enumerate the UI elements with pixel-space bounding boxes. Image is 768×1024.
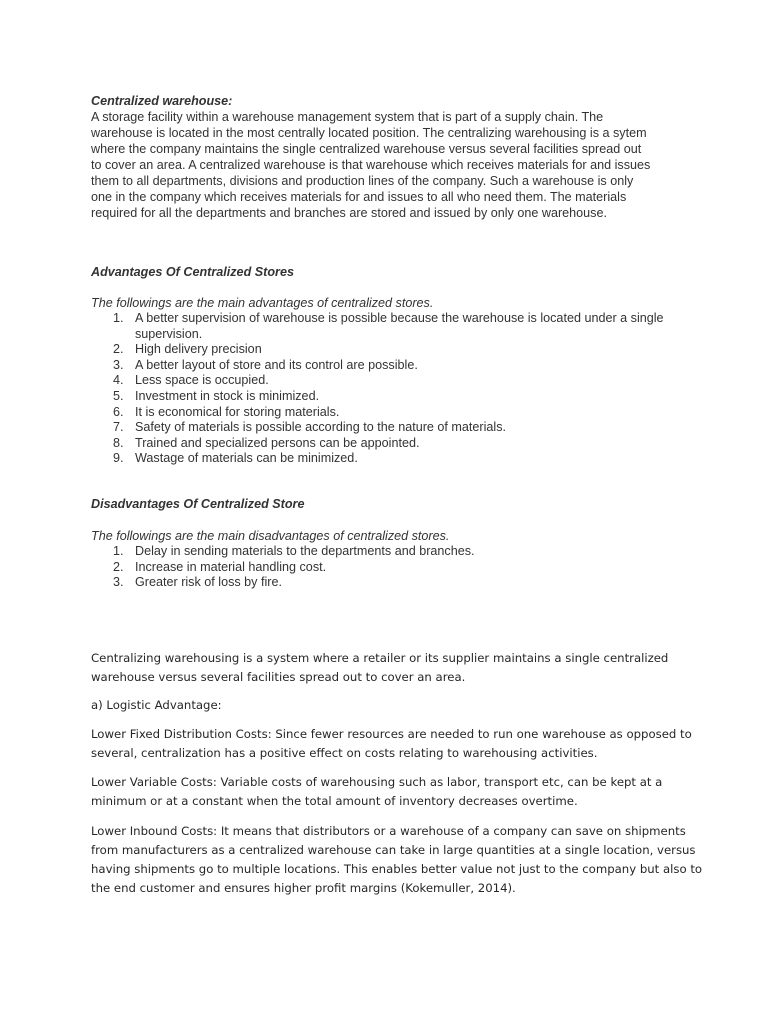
section-centralized-warehouse xyxy=(91,93,691,221)
list-number: 1. xyxy=(113,544,124,558)
paragraph-centralizing-warehousing xyxy=(91,649,711,687)
list-item xyxy=(91,451,691,467)
paragraph-lower-variable-costs xyxy=(91,773,711,811)
list-item xyxy=(91,342,691,358)
list-item xyxy=(91,560,691,576)
list-number: 9. xyxy=(113,451,124,466)
list-number: 5. xyxy=(113,388,124,403)
list-number: 4. xyxy=(113,373,124,388)
section-advantages xyxy=(91,264,691,280)
section-disadvantages xyxy=(91,496,691,512)
list-item-text: Investment in stock is minimized. xyxy=(135,388,320,403)
list-item-text: Safety of materials is possible according to the nature of materials. xyxy=(135,420,506,435)
list-item-text: Greater risk of loss by fire. xyxy=(135,575,282,590)
list-number: 7. xyxy=(113,420,124,435)
paragraph-line: warehouse is located in the most centrally located position. The centralizing warehousing is a sytem xyxy=(91,126,647,140)
list-number: 3. xyxy=(113,575,124,590)
advantages-intro: The followings are the main advantages of centralized stores. xyxy=(91,296,434,310)
paragraph-line: required for all the departments and branches are stored and issued by only one warehouse. xyxy=(91,206,607,220)
disadvantages-list xyxy=(91,544,691,591)
list-number: 1. xyxy=(113,311,124,325)
paragraph-line: Lower Variable Costs: Variable costs of warehousing such as labor, transport etc, can be kept at a xyxy=(91,775,663,789)
logistic-advantage-label: a) Logistic Advantage: xyxy=(91,698,222,712)
list-item xyxy=(91,405,691,421)
paragraph-line: warehouse versus several facilities spread out to cover an area. xyxy=(91,670,466,684)
list-item xyxy=(91,389,691,405)
list-item xyxy=(91,358,691,374)
paragraph-line: from manufacturers as a centralized warehouse can take in large quantities at a single location, versus xyxy=(91,843,696,857)
paragraph-line: minimum or at a constant when the total amount of inventory decreases overtime. xyxy=(91,794,578,808)
list-item xyxy=(91,420,691,436)
paragraph-line: to cover an area. A centralized warehouse is that warehouse which receives materials for and issues xyxy=(91,158,651,172)
list-number: 6. xyxy=(113,404,124,419)
list-item xyxy=(91,311,691,342)
paragraph-lower-fixed-costs xyxy=(91,725,711,763)
list-item xyxy=(91,544,691,560)
paragraph-line: them to all departments, divisions and production lines of the company. Such a warehouse is only xyxy=(91,174,634,188)
list-number: 3. xyxy=(113,357,124,372)
disadvantages-list-block xyxy=(91,528,691,591)
heading-disadvantages: Disadvantages Of Centralized Store xyxy=(91,497,305,511)
list-number: 2. xyxy=(113,559,124,574)
paragraph-line: Centralizing warehousing is a system where a retailer or its supplier maintains a single centralized xyxy=(91,651,669,665)
list-item-text: High delivery precision xyxy=(135,342,262,357)
list-item-text: It is economical for storing materials. xyxy=(135,404,340,419)
list-item-text-cont: supervision. xyxy=(135,326,203,341)
list-item-text: Trained and specialized persons can be appointed. xyxy=(135,435,420,450)
list-item-text: A better layout of store and its control are possible. xyxy=(135,357,418,372)
heading-advantages: Advantages Of Centralized Stores xyxy=(91,265,294,279)
list-item-text: Delay in sending materials to the departments and branches. xyxy=(135,544,475,558)
list-number: 2. xyxy=(113,342,124,357)
paragraph-line: Lower Inbound Costs: It means that distributors or a warehouse of a company can save on shipments xyxy=(91,824,686,838)
list-item-text: Wastage of materials can be minimized. xyxy=(135,451,358,466)
heading-centralized-warehouse: Centralized warehouse: xyxy=(91,94,233,108)
list-item xyxy=(91,436,691,452)
list-item-text: Increase in material handling cost. xyxy=(135,559,327,574)
paragraph-line: having shipments go to multiple locations. This enables better value not just to the company but also to xyxy=(91,862,703,876)
list-number: 8. xyxy=(113,435,124,450)
list-item xyxy=(91,373,691,389)
paragraph-line: A storage facility within a warehouse management system that is part of a supply chain. The xyxy=(91,110,604,124)
paragraph-line: the end customer and ensures higher profit margins (Kokemuller, 2014). xyxy=(91,881,516,895)
disadvantages-intro: The followings are the main disadvantages of centralized stores. xyxy=(91,529,450,543)
paragraph-line: Lower Fixed Distribution Costs: Since fewer resources are needed to run one warehouse as opposed to xyxy=(91,727,692,741)
paragraph-line: one in the company which receives materials for and issues to all who need them. The materials xyxy=(91,190,627,204)
paragraph-line: several, centralization has a positive effect on costs relating to warehousing activities. xyxy=(91,746,598,760)
list-item-text: A better supervision of warehouse is possible because the warehouse is located under a single xyxy=(135,311,664,325)
advantages-list-block xyxy=(91,295,691,467)
paragraph-lower-inbound-costs xyxy=(91,822,711,898)
advantages-list xyxy=(91,311,691,467)
paragraph-line: where the company maintains the single centralized warehouse versus several facilities spread out xyxy=(91,142,642,156)
list-item-text: Less space is occupied. xyxy=(135,373,269,388)
list-item xyxy=(91,575,691,591)
heading-logistic-advantage xyxy=(91,696,711,715)
